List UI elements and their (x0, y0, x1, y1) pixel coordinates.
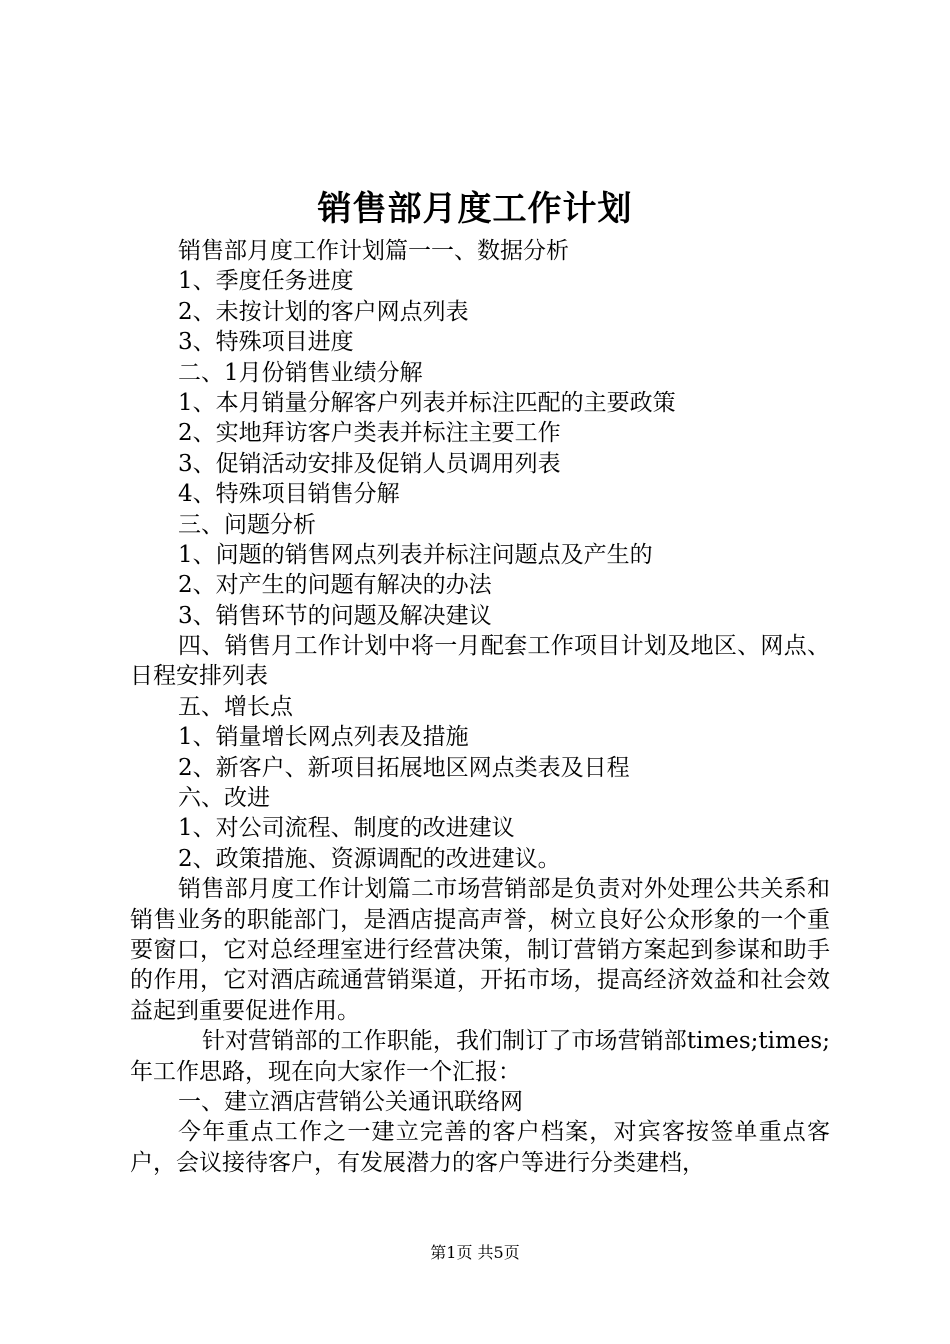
section-heading: 一、建立酒店营销公关通讯联络网 (178, 1089, 523, 1116)
work-thinking-paragraph: 针对营销部的工作职能，我们制订了市场营销部times;times;年工作思路，现在向大家作一个汇报： (130, 1028, 830, 1085)
list-item: 1、对公司流程、制度的改进建议 (178, 815, 515, 842)
list-item: 3、销售环节的问题及解决建议 (178, 602, 492, 629)
list-item: 1、问题的销售网点列表并标注问题点及产生的 (178, 541, 653, 568)
section-four-paragraph: 四、销售月工作计划中将一月配套工作项目计划及地区、网点、日程安排列表 (130, 633, 830, 690)
page-footer: 第1页 共5页 (430, 1243, 520, 1262)
section-heading: 三、问题分析 (178, 511, 316, 538)
list-item: 2、政策措施、资源调配的改进建议。 (178, 845, 561, 872)
list-item: 2、未按计划的客户网点列表 (178, 298, 469, 325)
section-heading: 二、1月份销售业绩分解 (178, 359, 423, 386)
customer-archive-paragraph: 今年重点工作之一建立完善的客户档案，对宾客按签单重点客户，会议接待客户，有发展潜力的客户等进行分类建档， (130, 1119, 830, 1176)
list-item: 3、特殊项目进度 (178, 329, 354, 356)
part-two-paragraph: 销售部月度工作计划篇二市场营销部是负责对外处理公共关系和销售业务的职能部门，是酒店提高声誉，树立良好公众形象的一个重要窗口，它对总经理室进行经营决策，制订营销方案起到参谋和助手的作用，它对酒店疏通营销渠道，开拓市场，提高经济效益和社会效益起到重要促进作用。 (130, 876, 830, 1024)
list-item: 1、季度任务进度 (178, 268, 354, 295)
section-heading: 五、增长点 (178, 693, 293, 720)
document-body (130, 236, 830, 1178)
list-item: 4、特殊项目销售分解 (178, 481, 400, 508)
list-item: 1、销量增长网点列表及措施 (178, 724, 469, 751)
paragraph-line: 销售部月度工作计划篇一一、数据分析 (178, 238, 569, 264)
list-item: 2、对产生的问题有解决的办法 (178, 572, 492, 599)
list-item: 2、新客户、新项目拓展地区网点类表及日程 (178, 754, 630, 781)
list-item: 2、实地拜访客户类表并标注主要工作 (178, 420, 561, 447)
list-item: 1、本月销量分解客户列表并标注匹配的主要政策 (178, 389, 676, 416)
document-title: 销售部月度工作计划 (317, 189, 633, 229)
section-heading: 六、改进 (178, 785, 270, 812)
list-item: 3、促销活动安排及促销人员调用列表 (178, 450, 561, 477)
